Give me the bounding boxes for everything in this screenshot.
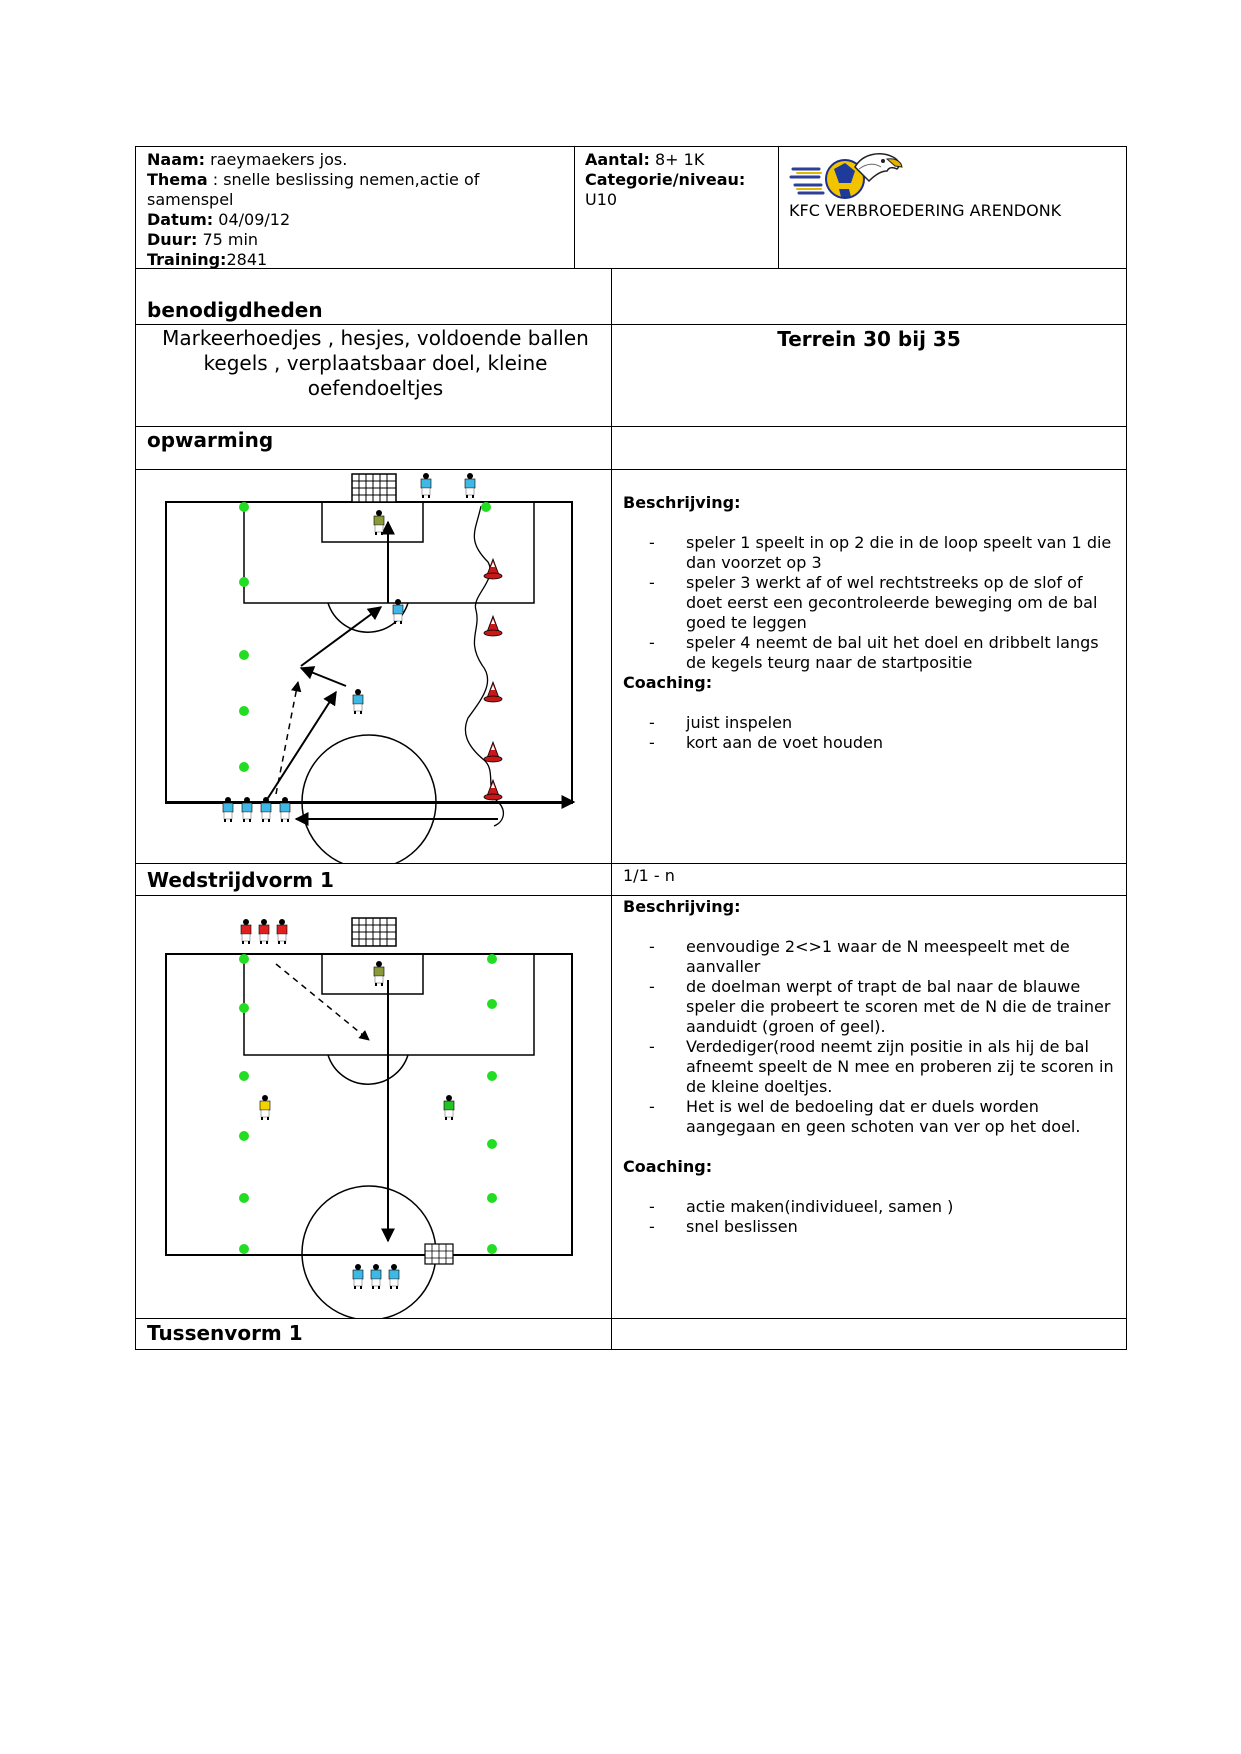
aantal-line	[585, 150, 775, 170]
player-figure-icon	[353, 689, 363, 714]
player-figure-icon	[374, 961, 384, 986]
club-name: KFC VERBROEDERING ARENDONK	[789, 201, 1062, 220]
training-value: 2841	[226, 250, 268, 269]
datum-label: Datum:	[147, 210, 214, 229]
aantal-label: Aantal:	[585, 150, 650, 169]
categorie-label: Categorie/niveau:	[585, 170, 746, 189]
wedstrijdvorm-field-diagram	[136, 896, 612, 1319]
wedstrijdvorm-title: Wedstrijdvorm 1	[147, 868, 334, 892]
list-item: - eenvoudige 2<>1 waar de N meespeelt met de aanvaller	[612, 937, 1117, 977]
aantal-value: 8+ 1K	[655, 150, 705, 169]
naam-label: Naam:	[147, 150, 206, 169]
goal-net-icon	[425, 1244, 453, 1264]
benodigdheden-title: benodigdheden	[147, 298, 323, 322]
player-figure-icon	[280, 797, 290, 822]
thema-line	[147, 170, 567, 210]
player-figure-icon	[261, 797, 271, 822]
cone-icon	[484, 559, 502, 579]
naam-value: raeymaekers jos.	[210, 150, 348, 169]
training-label: Training:	[147, 250, 227, 269]
duur-value: 75 min	[202, 230, 259, 249]
player-figure-icon	[242, 797, 252, 822]
player-figure-icon	[241, 919, 251, 944]
naam-line	[147, 150, 567, 170]
opwarming-beschrijving-label: Beschrijving:	[623, 493, 741, 512]
opwarming-right-cell	[611, 426, 1127, 470]
cone-icon	[484, 742, 502, 762]
goal-net-icon	[352, 918, 396, 946]
benodigdheden-items-cell	[135, 324, 612, 427]
opwarming-coaching-list	[612, 713, 1117, 753]
list-item: - speler 1 speelt in op 2 die in de loop speelt van 1 die dan voorzet op 3	[612, 533, 1117, 573]
opwarming-title-cell	[135, 426, 612, 470]
cone-icon	[484, 780, 502, 800]
terrein-cell	[611, 324, 1127, 427]
wedstrijdvorm-beschrijving-label: Beschrijving:	[623, 897, 741, 916]
training-line	[147, 250, 567, 270]
player-figure-icon	[277, 919, 287, 944]
wedstrijdvorm-text-cell	[611, 895, 1127, 1319]
benodigdheden-right-cell	[611, 268, 1127, 325]
player-figure-icon	[444, 1095, 454, 1120]
wedstrijdvorm-side-cell	[611, 863, 1127, 896]
list-item: - speler 4 neemt de bal uit het doel en dribbelt langs de kegels teurg naar de startpositie	[612, 633, 1117, 673]
benodigdheden-title-cell	[135, 268, 612, 325]
goal-net-icon	[352, 474, 396, 502]
player-figure-icon	[465, 473, 475, 498]
list-item: - snel beslissen	[612, 1217, 1117, 1237]
datum-line	[147, 210, 567, 230]
list-item: - Het is wel de bedoeling dat er duels worden aangegaan en geen schoten van ver op het doel.	[612, 1097, 1117, 1137]
list-item: - de doelman werpt of trapt de bal naar de blauwe speler die probeert te scoren met de N die de trainer aanduidt (groen of geel).	[612, 977, 1117, 1037]
tussenvorm-title-cell	[135, 1318, 612, 1350]
player-figure-icon	[260, 1095, 270, 1120]
wedstrijdvorm-side-label: 1/1 - n	[623, 866, 675, 885]
list-item: - kort aan de voet houden	[612, 733, 1117, 753]
wedstrijdvorm-coaching-list	[612, 1197, 1117, 1237]
duur-line	[147, 230, 567, 250]
header-count-cell	[574, 146, 779, 269]
duur-label: Duur:	[147, 230, 198, 249]
opwarming-title: opwarming	[147, 428, 274, 452]
opwarming-field-diagram	[136, 470, 612, 864]
tussenvorm-title: Tussenvorm 1	[147, 1321, 303, 1345]
player-figure-icon	[389, 1264, 399, 1289]
categorie-value: U10	[585, 190, 618, 209]
wedstrijdvorm-title-cell	[135, 863, 612, 896]
terrein-label: Terrein 30 bij 35	[777, 327, 961, 351]
list-item: - Verdediger(rood neemt zijn positie in als hij de bal afneemt speelt de N mee en proberen zij te scoren in de kleine doeltjes.	[612, 1037, 1117, 1097]
player-figure-icon	[259, 919, 269, 944]
wedstrijdvorm-beschrijving-list	[612, 937, 1117, 1137]
player-figure-icon	[223, 797, 233, 822]
tussenvorm-right-cell	[611, 1318, 1127, 1350]
header-info-cell	[135, 146, 575, 269]
player-figure-icon	[371, 1264, 381, 1289]
thema-value: : snelle beslissing nemen,actie of samenspel	[147, 170, 480, 209]
player-figure-icon	[421, 473, 431, 498]
opwarming-beschrijving-list	[612, 533, 1117, 673]
opwarming-diagram-cell	[135, 469, 612, 864]
list-item: - actie maken(individueel, samen )	[612, 1197, 1117, 1217]
datum-value: 04/09/12	[218, 210, 291, 229]
player-figure-icon	[374, 510, 384, 535]
wedstrijdvorm-coaching-label: Coaching:	[623, 1157, 713, 1176]
player-figure-icon	[353, 1264, 363, 1289]
list-item: - juist inspelen	[612, 713, 1117, 733]
wedstrijdvorm-diagram-cell	[135, 895, 612, 1319]
benodigdheden-items: Markeerhoedjes , hesjes, voldoende ballen kegels , verplaatsbaar doel, kleine oefendoeltjes	[162, 326, 589, 400]
cone-icon	[484, 616, 502, 636]
opwarming-coaching-label: Coaching:	[623, 673, 713, 692]
header-club-cell	[778, 146, 1127, 269]
marker-dot-icon	[239, 954, 497, 1254]
thema-label: Thema	[147, 170, 208, 189]
list-item: - speler 3 werkt af of wel rechtstreeks op de slof of doet eerst een gecontroleerde beweging om de bal goed te leggen	[612, 573, 1117, 633]
opwarming-text-cell	[611, 469, 1127, 864]
